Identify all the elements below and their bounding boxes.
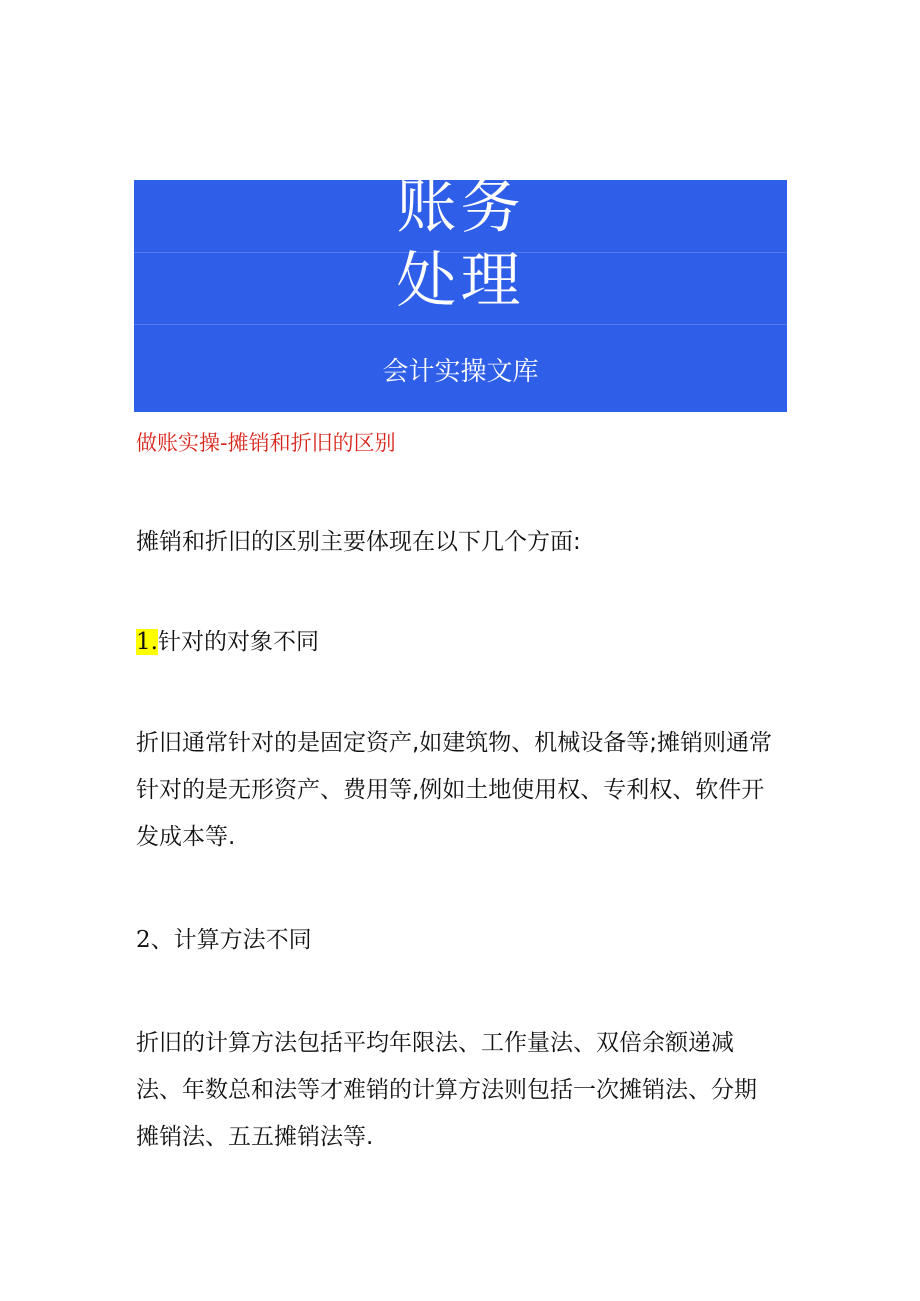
section-2-number: 2、 bbox=[136, 927, 174, 953]
section-1-body bbox=[136, 720, 776, 861]
section-2-line: 法、年数总和法等才难销的计算方法则包括一次摊销法、分期 bbox=[136, 1077, 757, 1103]
section-1-line: 针对的是无形资产、费用等,例如土地使用权、专利权、软件开 bbox=[136, 777, 765, 803]
section-2-line: 摊销法、五五摊销法等. bbox=[136, 1124, 374, 1150]
section-1-number: 1. bbox=[136, 629, 158, 655]
section-1-line: 发成本等. bbox=[136, 824, 236, 850]
section-1-title: 针对的对象不同 bbox=[157, 629, 319, 655]
section-1-heading bbox=[136, 626, 319, 658]
section-1-line: 折旧通常针对的是固定资产,如建筑物、机械设备等;摊销则通常 bbox=[136, 730, 773, 756]
banner-title-line1: 账务 bbox=[396, 172, 525, 242]
section-2-body bbox=[136, 1020, 776, 1161]
document-title: 做账实操-摊销和折旧的区别 bbox=[136, 431, 396, 455]
banner-title-line2: 处理 bbox=[396, 246, 525, 316]
banner-subtitle: 会计实操文库 bbox=[382, 357, 539, 387]
section-2-title: 计算方法不同 bbox=[173, 927, 312, 953]
section-2-line: 折旧的计算方法包括平均年限法、工作量法、双倍余额递减 bbox=[136, 1030, 734, 1056]
section-2-heading bbox=[136, 924, 312, 956]
intro-paragraph: 摊销和折旧的区别主要体现在以下几个方面: bbox=[136, 529, 581, 555]
banner-divider bbox=[134, 324, 787, 325]
